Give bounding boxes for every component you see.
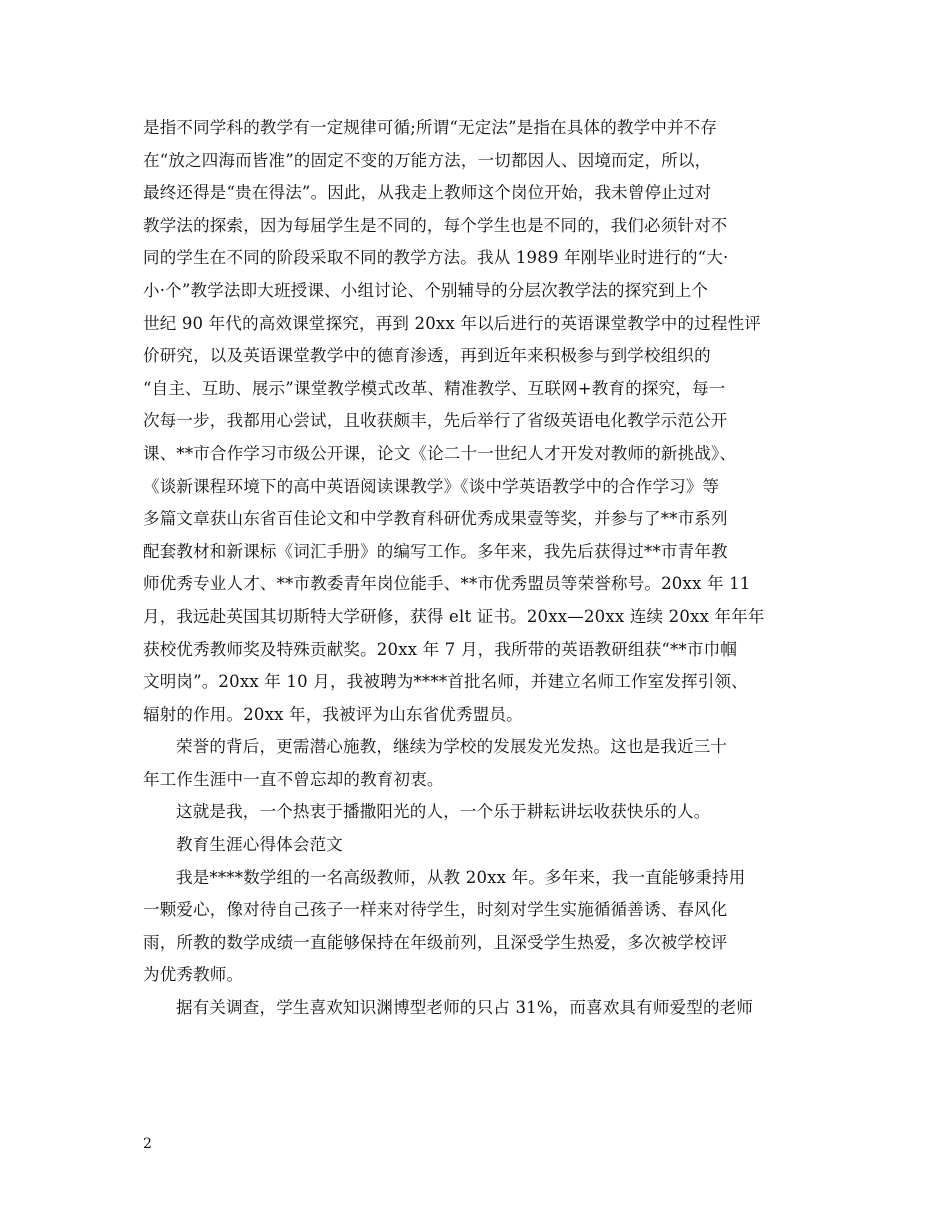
text-line: 文明岗”。20xx 年 10 月，我被聘为****首批名师，并建立名师工作室发挥引领、 <box>143 672 748 692</box>
text-line: 在“放之四海而皆准”的固定不变的万能方法，一切都因人、因境而定，所以， <box>143 150 712 170</box>
text-line: 荣誉的背后，更需潜心施教，继续为学校的发展发光发热。这也是我近三十 <box>176 737 728 757</box>
text-line: 次每一步，我都用心尝试，且收获颇丰，先后举行了省级英语电化教学示范公开 <box>143 411 728 431</box>
text-line: 配套教材和新课标《词汇手册》的编写工作。多年来，我先后获得过**市青年教 <box>143 541 728 561</box>
text-line: 一颗爱心，像对待自己孩子一样来对待学生，时刻对学生实施循循善诱、春风化 <box>143 900 728 920</box>
text-line: 多篇文章获山东省百佳论文和中学教育科研优秀成果壹等奖，并参与了**市系列 <box>143 509 728 529</box>
text-line: 年工作生涯中一直不曾忘却的教育初衷。 <box>143 769 444 789</box>
text-line: 小·个”教学法即大班授课、小组讨论、个别辅导的分层次教学法的探究到上个 <box>143 280 709 300</box>
text-line: 教学法的探索，因为每届学生是不同的，每个学生也是不同的，我们必须针对不 <box>143 215 728 235</box>
text-line: 世纪 90 年代的高效课堂探究，再到 20xx 年以后进行的英语课堂教学中的过程性评 <box>143 313 761 333</box>
document-body <box>143 112 813 1025</box>
text-line: 获校优秀教师奖及特殊贡献奖。20xx 年 7 月，我所带的英语教研组获“**市巾帼 <box>143 639 737 659</box>
text-line: 同的学生在不同的阶段采取不同的教学方法。我从 1989 年刚毕业时进行的“大· <box>143 248 729 268</box>
text-line: 我是****数学组的一名高级教师，从教 20xx 年。多年来，我一直能够秉持用 <box>176 867 746 887</box>
text-line: “自主、互助、展示”课堂教学模式改革、精准教学、互联网+教育的探究，每一 <box>143 378 726 398</box>
text-line: 最终还得是“贵在得法”。因此，从我走上教师这个岗位开始，我未曾停止过对 <box>143 183 712 203</box>
text-line: 据有关调查，学生喜欢知识渊博型老师的只占 31%，而喜欢具有师爱型的老师 <box>176 998 754 1018</box>
text-line: 雨，所教的数学成绩一直能够保持在年级前列，且深受学生热爱，多次被学校评 <box>143 932 728 952</box>
text-line: 课、**市合作学习市级公开课，论文《论二十一世纪人才开发对教师的新挑战》、 <box>143 443 737 463</box>
text-line: 《谈新课程环境下的高中英语阅读课教学》《谈中学英语教学中的合作学习》等 <box>143 476 720 496</box>
text-line: 是指不同学科的教学有一定规律可循;所谓“无定法”是指在具体的教学中并不存 <box>143 118 718 137</box>
page-number: 2 <box>143 1136 152 1152</box>
text-line: 教育生涯心得体会范文 <box>176 835 343 855</box>
text-line: 为优秀教师。 <box>143 965 244 985</box>
text-line: 月，我远赴英国其切斯特大学研修，获得 elt 证书。20xx—20xx 连续 20xx 年年年 <box>143 606 765 626</box>
text-line: 价研究，以及英语课堂教学中的德育渗透，再到近年来积极参与到学校组织的 <box>143 346 711 366</box>
text-line: 师优秀专业人才、**市教委青年岗位能手、**市优秀盟员等荣誉称号。20xx 年 11 <box>143 574 751 594</box>
text-line: 这就是我，一个热衷于播撒阳光的人，一个乐于耕耘讲坛收获快乐的人。 <box>176 802 711 822</box>
text-line: 辐射的作用。20xx 年，我被评为山东省优秀盟员。 <box>143 704 523 724</box>
